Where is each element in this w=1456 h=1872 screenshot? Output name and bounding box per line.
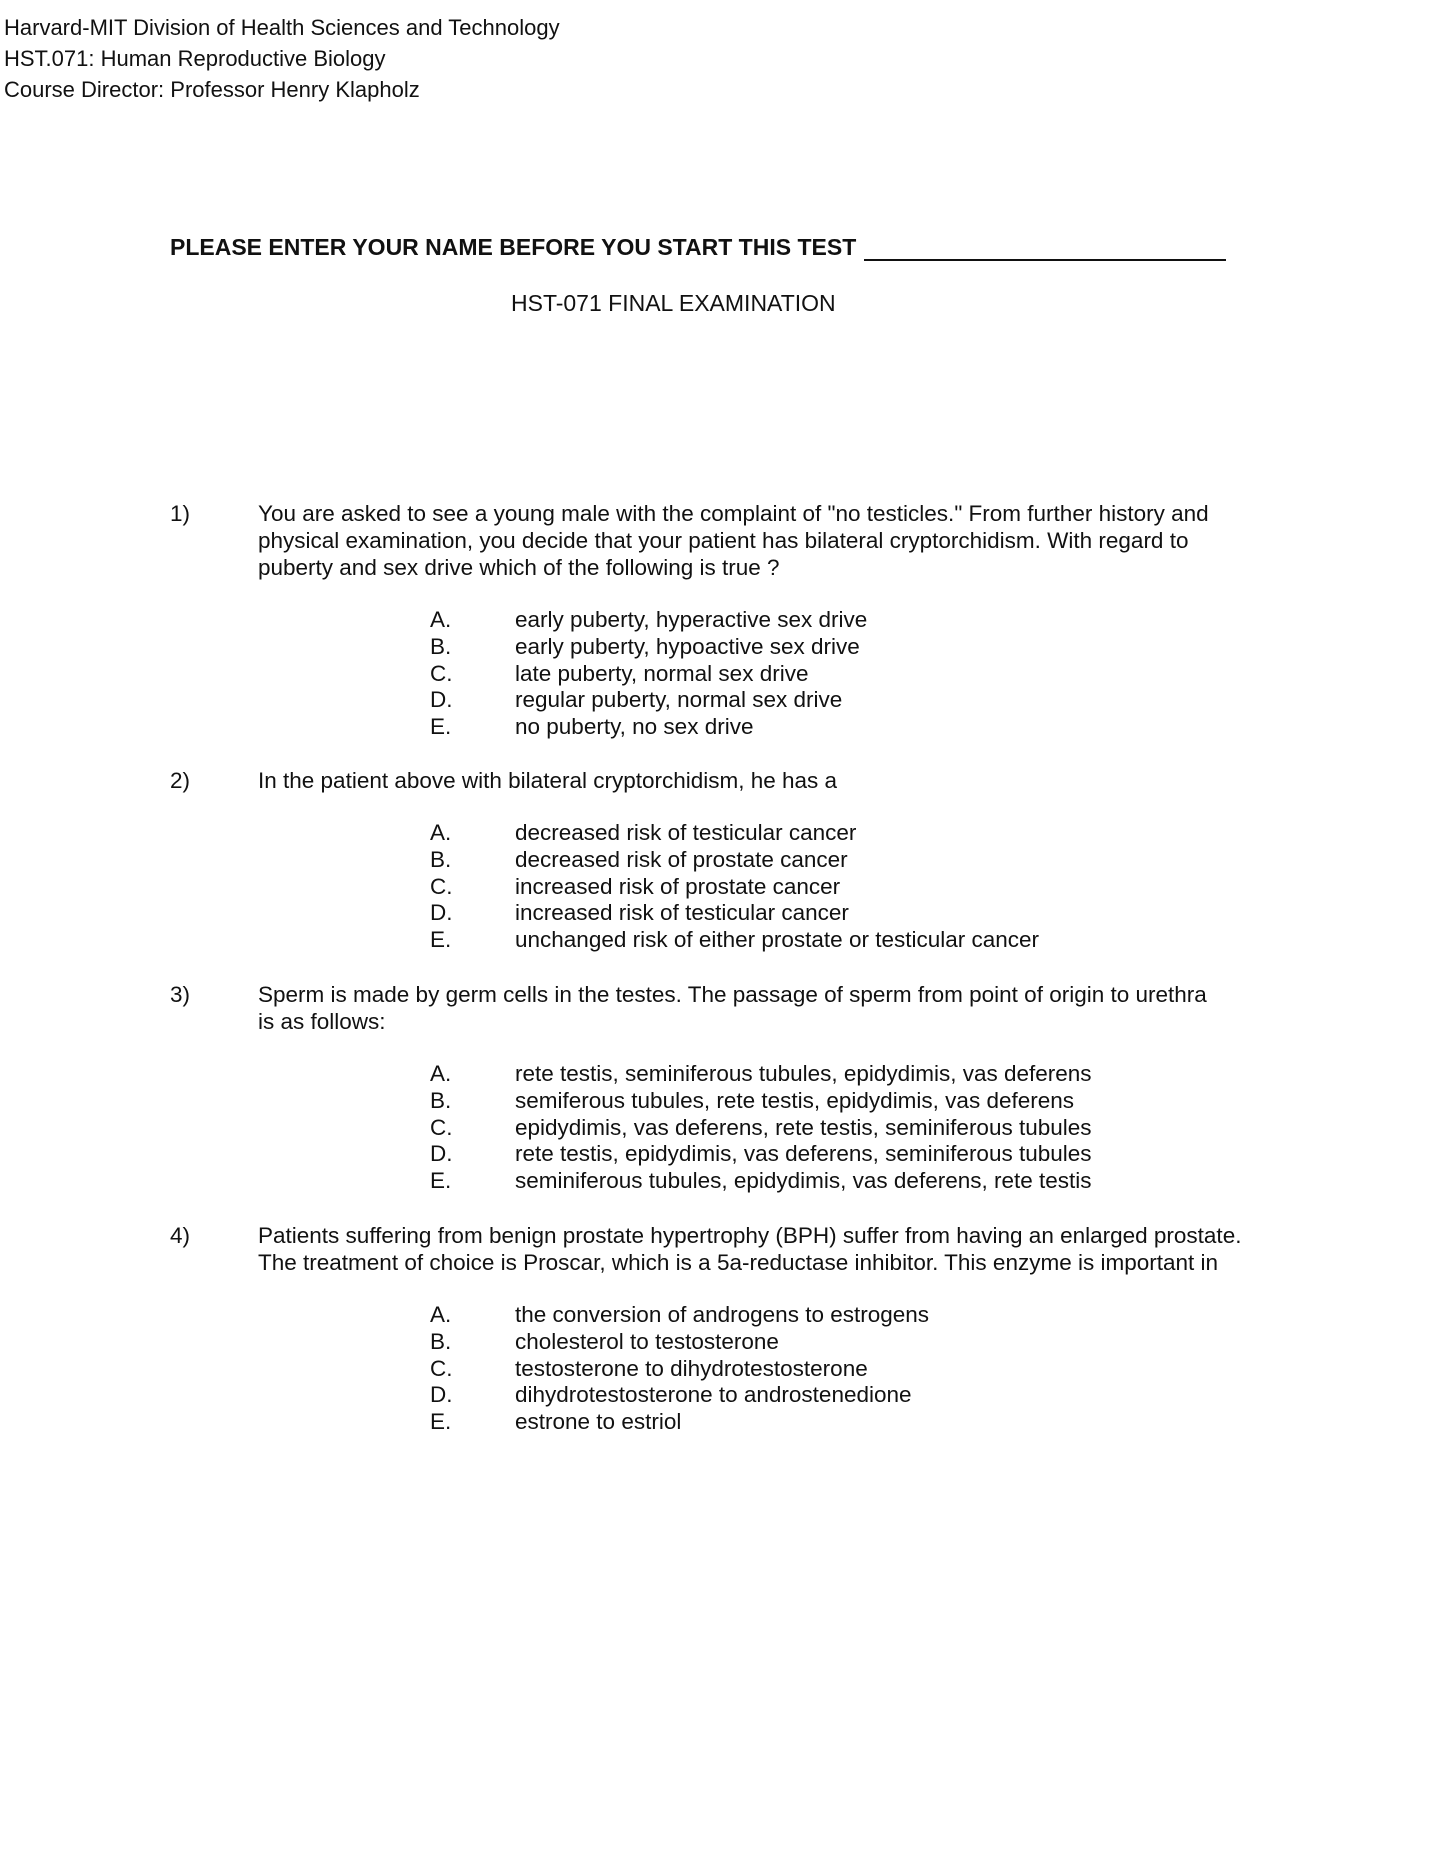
option-letter: B. xyxy=(430,1328,452,1354)
option-letter: B. xyxy=(430,846,452,872)
option-letter: E. xyxy=(430,1409,452,1435)
option-text: late puberty, normal sex drive xyxy=(515,660,809,686)
answer-option[interactable] xyxy=(430,1409,1290,1436)
question-text-line: is as follows: xyxy=(258,1009,386,1034)
option-text: seminiferous tubules, epidydimis, vas deferens, rete testis xyxy=(515,1168,1092,1194)
answer-option[interactable] xyxy=(430,661,1290,688)
answer-option[interactable] xyxy=(430,687,1290,714)
option-letter: D. xyxy=(430,900,453,926)
option-text: no puberty, no sex drive xyxy=(515,714,754,740)
option-letter: D. xyxy=(430,687,453,713)
option-text: regular puberty, normal sex drive xyxy=(515,687,843,713)
answer-option[interactable] xyxy=(430,820,1290,847)
option-letter: C. xyxy=(430,873,453,899)
option-text: unchanged risk of either prostate or testicular cancer xyxy=(515,927,1040,953)
answer-option[interactable] xyxy=(430,927,1290,954)
question-text-line: Sperm is made by germ cells in the testes. The passage of sperm from point of origin to urethra xyxy=(258,982,1207,1007)
answer-options xyxy=(430,1302,1290,1436)
option-letter: A. xyxy=(430,1061,452,1086)
question-text-line: Patients suffering from benign prostate hypertrophy (BPH) suffer from having an enlarged prostate. xyxy=(258,1223,1242,1248)
answer-option[interactable] xyxy=(430,1302,1290,1329)
answer-option[interactable] xyxy=(430,1115,1290,1142)
question-text xyxy=(258,500,1290,581)
option-letter: A. xyxy=(430,820,452,845)
option-letter: B. xyxy=(430,633,452,659)
header-division: Harvard-MIT Division of Health Sciences and Technology xyxy=(4,15,560,40)
answer-option[interactable] xyxy=(430,847,1290,874)
answer-options xyxy=(430,820,1290,954)
option-text: epidydimis, vas deferens, rete testis, seminiferous tubules xyxy=(515,1114,1092,1140)
option-letter: B. xyxy=(430,1087,452,1113)
question-text-line: The treatment of choice is Proscar, which is a 5a-reductase inhibitor. This enzyme is important in xyxy=(258,1250,1219,1275)
option-text: rete testis, epidydimis, vas deferens, seminiferous tubules xyxy=(515,1141,1092,1167)
answer-option[interactable] xyxy=(430,900,1290,927)
question-2 xyxy=(170,767,1290,954)
answer-option[interactable] xyxy=(430,1141,1290,1168)
name-entry-line xyxy=(170,234,1226,261)
option-letter: E. xyxy=(430,1168,452,1194)
option-text: testosterone to dihydrotestosterone xyxy=(515,1355,868,1381)
option-text: decreased risk of testicular cancer xyxy=(515,820,857,845)
question-text-line: You are asked to see a young male with the complaint of "no testicles." From further history and xyxy=(258,501,1209,526)
answer-option[interactable] xyxy=(430,1329,1290,1356)
question-number: 2) xyxy=(170,768,191,793)
option-text: semiferous tubules, rete testis, epidydimis, vas deferens xyxy=(515,1087,1075,1113)
option-letter: D. xyxy=(430,1141,453,1167)
question-text-line: physical examination, you decide that your patient has bilateral cryptorchidism. With regard to xyxy=(258,528,1189,553)
question-number: 3) xyxy=(170,982,191,1007)
option-text: the conversion of androgens to estrogens xyxy=(515,1302,930,1327)
option-text: cholesterol to testosterone xyxy=(515,1328,779,1354)
option-text: early puberty, hypoactive sex drive xyxy=(515,633,860,659)
question-1 xyxy=(170,500,1290,741)
answer-options xyxy=(430,607,1290,741)
exam-title: HST-071 FINAL EXAMINATION xyxy=(511,290,836,316)
option-text: estrone to estriol xyxy=(515,1409,682,1435)
option-letter: C. xyxy=(430,660,453,686)
answer-option[interactable] xyxy=(430,634,1290,661)
question-text xyxy=(258,1222,1290,1276)
question-number: 1) xyxy=(170,501,191,526)
answer-option[interactable] xyxy=(430,1356,1290,1383)
answer-option[interactable] xyxy=(430,1168,1290,1195)
option-text: dihydrotestosterone to androstenedione xyxy=(515,1382,912,1408)
answer-option[interactable] xyxy=(430,1061,1290,1088)
answer-options xyxy=(430,1061,1290,1195)
option-letter: C. xyxy=(430,1114,453,1140)
question-text-line: In the patient above with bilateral cryptorchidism, he has a xyxy=(258,768,838,793)
answer-option[interactable] xyxy=(430,1088,1290,1115)
header-director: Course Director: Professor Henry Klapholz xyxy=(4,77,420,102)
question-text xyxy=(258,767,1290,794)
question-number: 4) xyxy=(170,1223,191,1248)
name-blank-field[interactable] xyxy=(864,235,1226,261)
question-text-line: puberty and sex drive which of the following is true ? xyxy=(258,555,780,580)
course-header xyxy=(4,12,560,105)
answer-option[interactable] xyxy=(430,1382,1290,1409)
option-text: increased risk of prostate cancer xyxy=(515,873,841,899)
answer-option[interactable] xyxy=(430,874,1290,901)
question-4 xyxy=(170,1222,1290,1436)
option-text: rete testis, seminiferous tubules, epidydimis, vas deferens xyxy=(515,1061,1092,1086)
option-letter: E. xyxy=(430,714,452,740)
option-letter: D. xyxy=(430,1382,453,1408)
answer-option[interactable] xyxy=(430,714,1290,741)
option-letter: C. xyxy=(430,1355,453,1381)
option-letter: A. xyxy=(430,1302,452,1327)
option-text: decreased risk of prostate cancer xyxy=(515,846,848,872)
option-letter: A. xyxy=(430,607,452,632)
question-3 xyxy=(170,981,1290,1195)
header-course: HST.071: Human Reproductive Biology xyxy=(4,46,386,71)
option-text: early puberty, hyperactive sex drive xyxy=(515,607,868,632)
option-letter: E. xyxy=(430,927,452,953)
option-text: increased risk of testicular cancer xyxy=(515,900,849,926)
question-text xyxy=(258,981,1290,1035)
name-prompt: PLEASE ENTER YOUR NAME BEFORE YOU START THIS TEST xyxy=(170,234,857,260)
answer-option[interactable] xyxy=(430,607,1290,634)
